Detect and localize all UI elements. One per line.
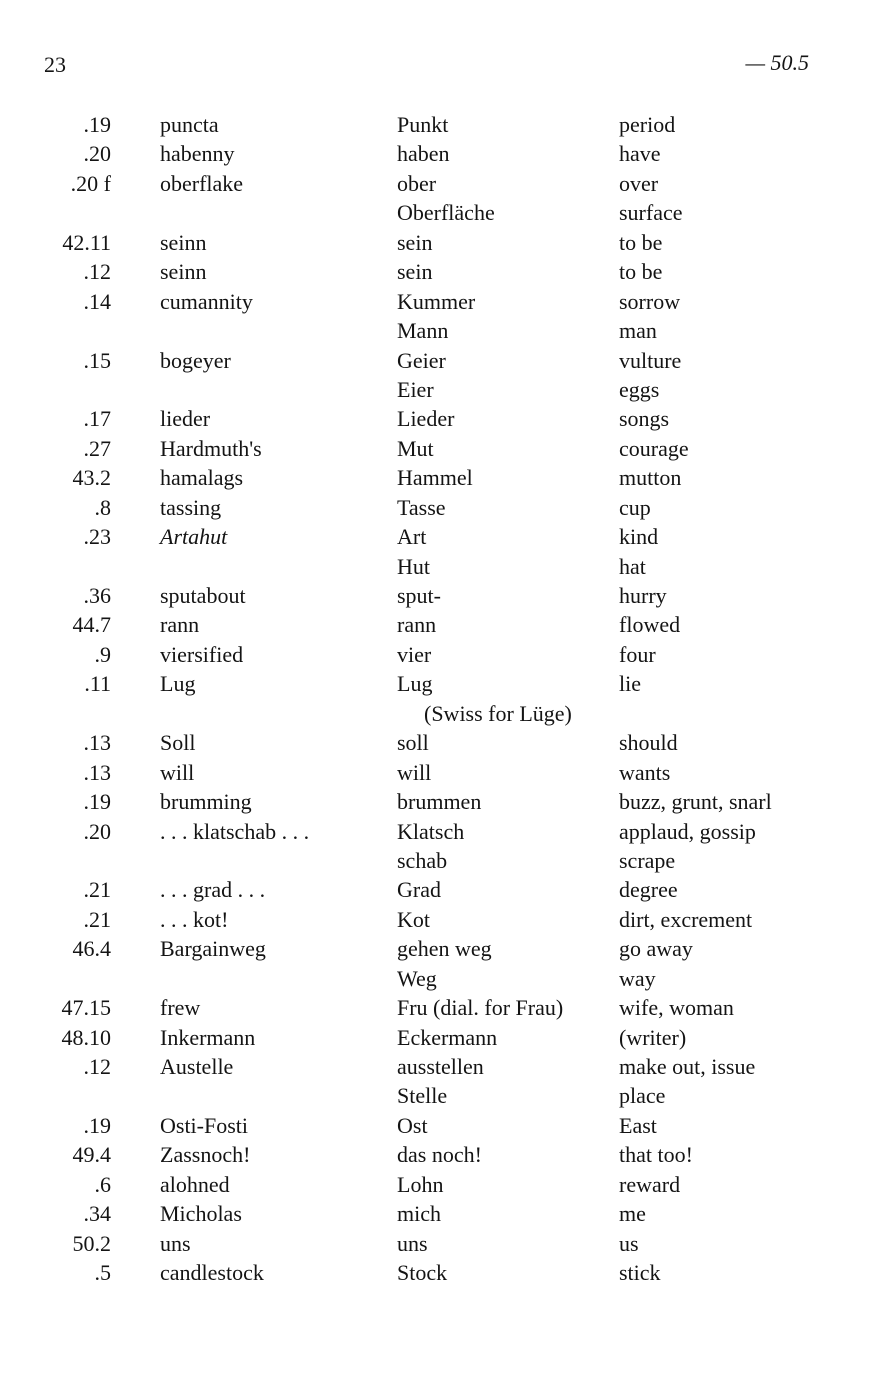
wake-word: oberflake: [160, 170, 244, 196]
english-gloss: buzz, grunt, snarl: [619, 789, 772, 815]
wake-word: frew: [160, 995, 201, 1021]
english-gloss: stick: [619, 1260, 661, 1286]
german-word: brummen: [397, 789, 482, 815]
glossary-row: [0, 169, 887, 198]
glossary-table: [0, 110, 887, 1288]
english-gloss: have: [619, 141, 661, 167]
english-gloss: four: [619, 641, 656, 667]
german-word: Ost: [397, 1112, 428, 1138]
english-gloss: make out, issue: [619, 1054, 756, 1079]
german-word: Mut: [397, 435, 434, 461]
german-word: schab: [397, 847, 448, 873]
wake-word: hamalags: [160, 465, 244, 491]
german-word: Tasse: [397, 494, 446, 520]
wake-word: bogeyer: [160, 347, 231, 373]
line-reference: .17: [83, 406, 111, 432]
english-gloss: cup: [619, 494, 651, 520]
german-word: Weg: [397, 965, 437, 991]
line-reference: .19: [83, 112, 111, 137]
wake-word: Osti-Fosti: [160, 1112, 249, 1138]
wake-word: candlestock: [160, 1260, 264, 1286]
english-gloss: me: [619, 1201, 646, 1227]
glossary-row: [0, 1258, 887, 1287]
glossary-row: [0, 1140, 887, 1169]
glossary-row: [0, 316, 887, 345]
english-gloss: man: [619, 318, 657, 344]
wake-word: brumming: [160, 789, 252, 815]
english-gloss: us: [619, 1230, 639, 1256]
wake-word: sputabout: [160, 583, 246, 608]
line-reference: 47.15: [61, 995, 111, 1021]
line-reference: .20 f: [70, 170, 111, 196]
german-word: Eckermann: [397, 1024, 498, 1050]
english-gloss: applaud, gossip: [619, 818, 756, 844]
german-word: rann: [397, 612, 437, 638]
english-gloss: eggs: [619, 376, 660, 402]
glossary-row: [0, 1111, 887, 1140]
glossary-row: [0, 934, 887, 963]
wake-word: seinn: [160, 229, 207, 255]
glossary-row: [0, 846, 887, 875]
german-word: sein: [397, 229, 433, 255]
german-word: (Swiss for Lüge): [424, 700, 572, 726]
glossary-row: [0, 110, 887, 139]
line-reference: .14: [83, 288, 111, 314]
glossary-row: [0, 228, 887, 257]
german-word: Klatsch: [397, 818, 465, 844]
wake-word: Inkermann: [160, 1024, 256, 1050]
glossary-row: [0, 817, 887, 846]
german-word: Lohn: [397, 1171, 444, 1197]
line-reference: .15: [83, 347, 111, 373]
german-word: Fru (dial. for Frau): [397, 995, 564, 1021]
german-word: soll: [397, 730, 429, 756]
glossary-row: [0, 552, 887, 581]
german-word: Lieder: [397, 406, 455, 432]
glossary-row: [0, 875, 887, 904]
glossary-row: [0, 346, 887, 375]
german-word: sput-: [397, 583, 441, 608]
german-word: Hut: [397, 553, 430, 579]
german-word: Art: [397, 524, 427, 550]
german-word: Oberfläche: [397, 200, 495, 226]
line-reference: .12: [83, 1054, 111, 1079]
german-word: ober: [397, 170, 437, 196]
wake-word: . . . klatschab . . .: [160, 818, 310, 844]
german-word: vier: [397, 641, 432, 667]
wake-word: Soll: [160, 730, 196, 756]
wake-word: Artahut: [160, 524, 228, 550]
glossary-row: [0, 1052, 887, 1081]
glossary-row: [0, 905, 887, 934]
line-reference: 48.10: [61, 1024, 111, 1050]
glossary-row: [0, 375, 887, 404]
english-gloss: over: [619, 170, 659, 196]
english-gloss: sorrow: [619, 288, 681, 314]
running-head: — 50.5: [745, 50, 809, 75]
german-word: Kot: [397, 906, 430, 932]
glossary-row: [0, 139, 887, 168]
glossary-row: [0, 1199, 887, 1228]
english-gloss: lie: [619, 671, 641, 697]
glossary-row: [0, 581, 887, 610]
english-gloss: East: [619, 1112, 657, 1138]
glossary-row: [0, 758, 887, 787]
line-reference: 49.4: [72, 1142, 111, 1168]
line-reference: .20: [83, 818, 111, 844]
german-word: uns: [397, 1230, 428, 1256]
english-gloss: hurry: [619, 583, 667, 608]
german-word: Mann: [397, 318, 449, 344]
page-number: 23: [44, 52, 66, 77]
english-gloss: wife, woman: [619, 995, 734, 1021]
german-word: Kummer: [397, 288, 476, 314]
german-word: Eier: [397, 376, 434, 402]
line-reference: .6: [94, 1171, 111, 1197]
line-reference: 50.2: [72, 1230, 111, 1256]
line-reference: .20: [83, 141, 111, 167]
wake-word: Hardmuth's: [160, 435, 262, 461]
glossary-row: [0, 1081, 887, 1110]
english-gloss: scrape: [619, 847, 676, 873]
wake-word: uns: [160, 1230, 191, 1256]
english-gloss: songs: [619, 406, 670, 432]
english-gloss: should: [619, 730, 678, 756]
german-word: Hammel: [397, 465, 473, 491]
line-reference: .13: [83, 730, 111, 756]
glossary-row: [0, 1229, 887, 1258]
english-gloss: mutton: [619, 465, 682, 491]
glossary-row: [0, 493, 887, 522]
glossary-row: [0, 434, 887, 463]
glossary-row: [0, 640, 887, 669]
english-gloss: dirt, excrement: [619, 906, 753, 932]
wake-word: Lug: [160, 671, 196, 697]
german-word: Geier: [397, 347, 446, 373]
glossary-row: [0, 1170, 887, 1199]
english-gloss: wants: [619, 759, 671, 785]
wake-word: seinn: [160, 259, 207, 285]
german-word: Stelle: [397, 1083, 448, 1109]
german-word: ausstellen: [397, 1054, 484, 1079]
english-gloss: kind: [619, 524, 659, 550]
glossary-row: [0, 1023, 887, 1052]
wake-word: Zassnoch!: [160, 1142, 251, 1168]
line-reference: .5: [94, 1260, 111, 1286]
english-gloss: hat: [619, 553, 646, 579]
english-gloss: place: [619, 1083, 666, 1109]
glossary-row: [0, 404, 887, 433]
line-reference: 46.4: [72, 936, 111, 962]
line-reference: .11: [84, 671, 111, 697]
german-word: Stock: [397, 1260, 448, 1286]
wake-word: lieder: [160, 406, 211, 432]
english-gloss: (writer): [619, 1024, 687, 1050]
glossary-row: [0, 610, 887, 639]
english-gloss: to be: [619, 259, 663, 285]
line-reference: .27: [83, 435, 111, 461]
line-reference: .21: [83, 877, 111, 903]
english-gloss: flowed: [619, 612, 681, 638]
glossary-row: [0, 787, 887, 816]
english-gloss: that too!: [619, 1142, 693, 1168]
german-word: gehen weg: [397, 936, 492, 962]
line-reference: .12: [83, 259, 111, 285]
glossary-row: [0, 198, 887, 227]
wake-word: Micholas: [160, 1201, 242, 1227]
wake-word: alohned: [160, 1171, 230, 1197]
line-reference: .19: [83, 1112, 111, 1138]
english-gloss: to be: [619, 229, 663, 255]
english-gloss: way: [619, 965, 656, 991]
line-reference: .8: [94, 494, 111, 520]
wake-word: Austelle: [160, 1054, 234, 1079]
glossary-row: [0, 669, 887, 698]
glossary-row: [0, 522, 887, 551]
wake-word: . . . kot!: [160, 906, 229, 932]
line-reference: 43.2: [72, 465, 111, 491]
wake-word: viersified: [160, 641, 244, 667]
wake-word: tassing: [160, 494, 222, 520]
line-reference: .23: [83, 524, 111, 550]
line-reference: .13: [83, 759, 111, 785]
wake-word: habenny: [160, 141, 235, 167]
german-word: Lug: [397, 671, 433, 697]
line-reference: .19: [83, 789, 111, 815]
german-word: Punkt: [397, 112, 449, 137]
glossary-row: [0, 287, 887, 316]
wake-word: . . . grad . . .: [160, 877, 266, 903]
german-word: sein: [397, 259, 433, 285]
line-reference: 42.11: [62, 229, 111, 255]
wake-word: cumannity: [160, 288, 253, 314]
german-word: das noch!: [397, 1142, 482, 1168]
line-reference: .9: [94, 641, 111, 667]
german-word: haben: [397, 141, 450, 167]
glossary-row: [0, 993, 887, 1022]
english-gloss: degree: [619, 877, 678, 903]
glossary-row: [0, 699, 887, 728]
line-reference: .21: [83, 906, 111, 932]
glossary-row: [0, 964, 887, 993]
english-gloss: surface: [619, 200, 683, 226]
wake-word: rann: [160, 612, 200, 638]
glossary-row: [0, 257, 887, 286]
english-gloss: courage: [619, 435, 689, 461]
glossary-row: [0, 728, 887, 757]
german-word: will: [397, 759, 432, 785]
wake-word: puncta: [160, 112, 219, 137]
line-reference: .34: [83, 1201, 111, 1227]
english-gloss: vulture: [619, 347, 682, 373]
line-reference: .36: [83, 583, 111, 608]
glossary-row: [0, 463, 887, 492]
line-reference: 44.7: [72, 612, 111, 638]
english-gloss: reward: [619, 1171, 681, 1197]
wake-word: will: [160, 759, 195, 785]
english-gloss: period: [619, 112, 676, 137]
german-word: Grad: [397, 877, 441, 903]
english-gloss: go away: [619, 936, 693, 962]
wake-word: Bargainweg: [160, 936, 266, 962]
german-word: mich: [397, 1201, 441, 1227]
